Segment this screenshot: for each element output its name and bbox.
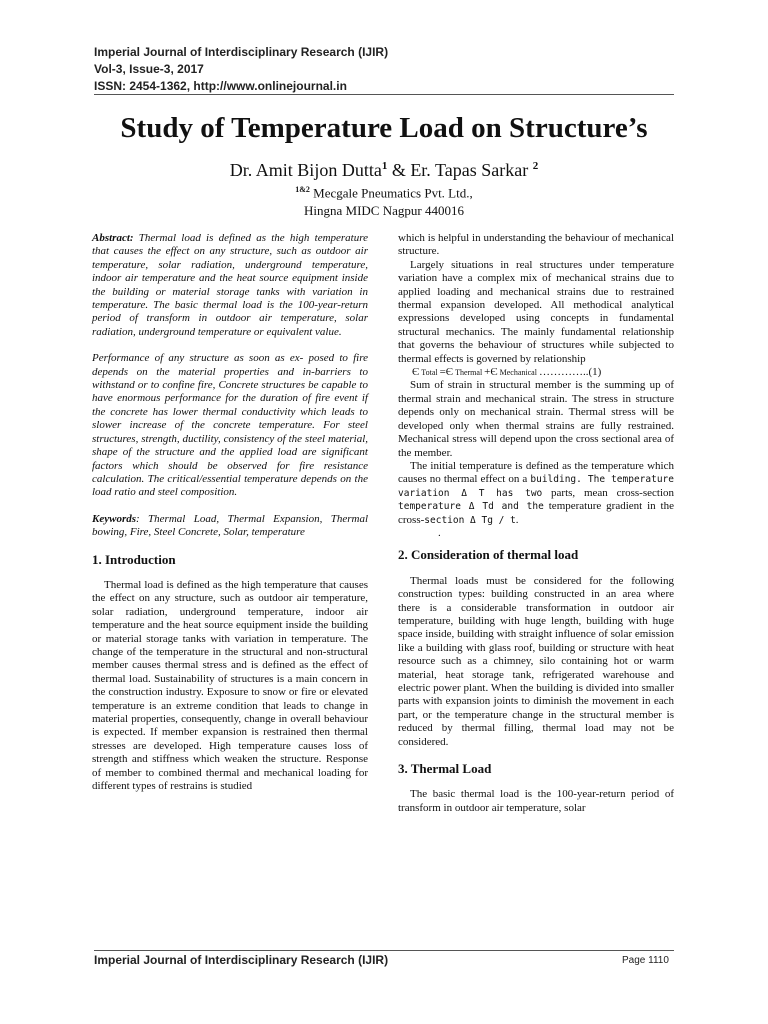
continued-paragraph: which is helpful in understanding the behaviour of mechanical structure.	[398, 232, 674, 258]
header-divider	[94, 94, 674, 95]
section-heading-introduction: 1. Introduction	[92, 551, 176, 567]
abstract-text: Thermal load is defined as the high temperature that causes the effect on any structure, such as outdoor air temperature, solar radiation, underground temperature, indoor air temperature and the heat source equipment inside the building or material storage tanks with variation in temperature. The basic thermal load is the 100-year-return period of transform in outdoor air temperature, solar radiation, underground temperature or equivalent value.	[92, 232, 368, 338]
introduction-paragraph: Thermal load is defined as the high temperature that causes the effect on any structure, such as outdoor air temperature, solar radiation, underground temperature, indoor air temperature and the heat source equipment inside the building or material storage tanks with variation in temperature. The change of the temperature in the structural and non-structural member causes thermal stress and is defined as the effect of thermal load. Sustainability of structures is a main concern in the construction industry. Exposure to snow or fire or elevated temperature is an extreme condition that leads to change in material properties, consequently, change in overall behaviour is expected. If member expansion is restrained then thermal stresses are developed. High temperature causes loss of strength and stiffness which weaken the structure. Response of member to combined thermal and mechanical loading for different types of restrains is studied	[92, 578, 368, 793]
footer-journal-name: Imperial Journal of Interdisciplinary Research (IJIR)	[94, 953, 389, 967]
keywords-text: : Thermal Load, Thermal Expansion, Thermal bowing, Fire, Steel Concrete, Solar, temperature	[92, 512, 368, 539]
keywords	[92, 513, 368, 540]
author-joiner: & Er. Tapas Sarkar	[387, 160, 533, 180]
paper-title: Study of Temperature Load on Structure’s	[120, 112, 648, 144]
volume-issue: Vol-3, Issue-3, 2017	[94, 62, 204, 76]
footer-divider	[94, 950, 674, 951]
abstract-paragraph	[92, 232, 368, 339]
strain-paragraph: Largely situations in real structures under temperature variation have a complex mix of mechanical strains due to applied loading and mechanical strains due to restrained thermal expansion developed. All methodical analytical expressions developed using concepts in fundamental structural mechanics. The mainly fundamental relationship that governs the behaviour of structures while subjected to thermal effects is governed by relationship	[398, 258, 674, 365]
page-number: Page 1110	[622, 955, 669, 966]
abstract-paragraph-2: Performance of any structure as soon as ex- posed to fire depends on the material properties and in-barriers to withstand or to confine fire, Concrete structures be capable to have enormous performance for the duration of fire event if the concrete has lower thermal conductivity which leads to slower increase of the concrete temperature. For steel structures, strength, ductility, consistency of the steel material, shape of the structure and the applied load are significant factors which should be observed for fire resistance calculation. The critical/essential temperature depends on the load ratio and steel composition.	[92, 352, 368, 499]
issn-line: ISSN: 2454-1362, http://www.onlinejournal.in	[94, 79, 347, 93]
author-2-affil-mark: 2	[532, 160, 539, 172]
author-1: Dr. Amit Bijon Dutta	[229, 160, 382, 180]
author-line	[0, 160, 768, 181]
affiliation	[0, 181, 768, 220]
section-heading-thermal-load: 3. Thermal Load	[398, 761, 492, 777]
left-column	[92, 232, 368, 793]
consideration-paragraph: Thermal loads must be considered for the following construction types: building constructed in an area where there is a considerable transformation in outdoor air temperature, building with huge length, building with huge space inside, building with straight influence of solar emission like a building with glass roof, building or structure with heat resource such as a chimney, silo containing hot or warm material, heat storage tank, refrigerated warehouse and electric power plant. When the building is divided into smaller parts with expansion joints to diminish the movement in each part, or the temperature change in the structural member is reduced by thermal filling, thermal load may not be considered.	[398, 574, 674, 748]
affil-address: Hingna MIDC Nagpur 440016	[304, 203, 464, 219]
initial-temperature-paragraph: The initial temperature is defined as the temperature which causes no thermal effect on a building. The temperature variation Δ T has two parts, mean cross-section temperature Δ Td and the temperature gradient in the cross-section Δ Tg / t.	[398, 459, 675, 526]
affil-company: Mecgale Pneumatics Pvt. Ltd.,	[309, 185, 473, 201]
right-column	[398, 232, 674, 815]
affil-mark: 1&2	[295, 185, 310, 194]
stray-dot: .	[438, 526, 441, 539]
section-heading-consideration: 2. Consideration of thermal load	[398, 547, 579, 563]
keywords-label: Keywords	[92, 512, 136, 525]
journal-header	[94, 44, 388, 95]
strain-sum-paragraph: Sum of strain in structural member is the summing up of thermal strain and mechanical strain. The stress in structure depends only on mechanical strain. Thermal stress will be developed only when thermal strains are fully restrained. Mechanical stress will depend upon the cross sectional area of the member.	[398, 379, 674, 459]
author-1-affil-mark: 1	[381, 160, 388, 172]
abstract-label: Abstract:	[92, 232, 134, 244]
equation-1: Є Total =Є Thermal +Є Mechanical …………..(1)	[412, 366, 602, 379]
journal-name: Imperial Journal of Interdisciplinary Research (IJIR)	[94, 45, 389, 59]
thermal-load-paragraph: The basic thermal load is the 100-year-return period of transform in outdoor air temperature, solar	[398, 788, 674, 814]
